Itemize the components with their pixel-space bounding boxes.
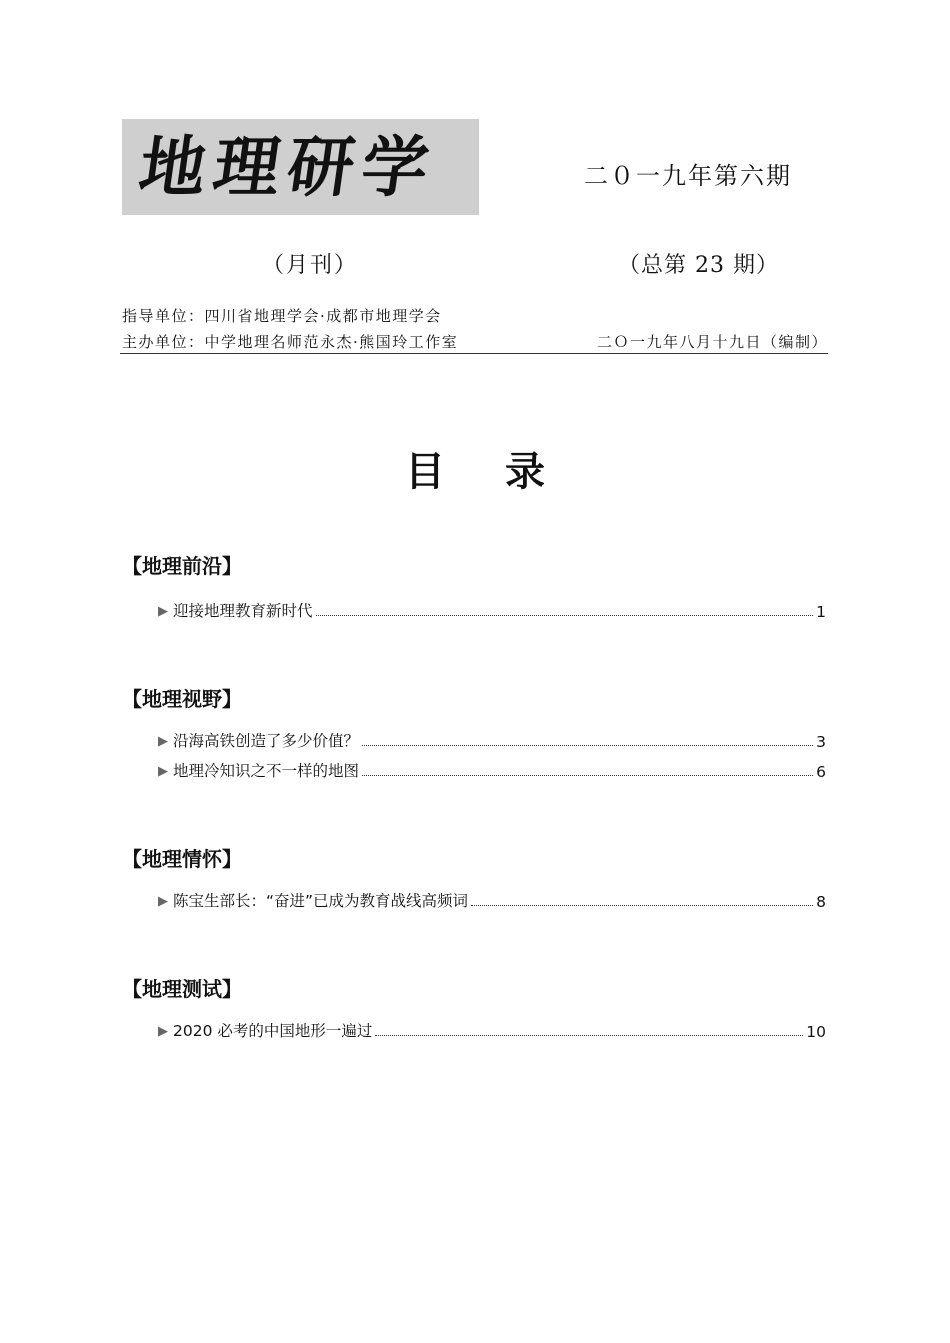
toc-entry-title: 沿海高铁创造了多少价值？ <box>173 732 360 750</box>
toc-entry-title: 2020 必考的中国地形一遍过 <box>173 1022 373 1040</box>
toc-entry[interactable] <box>158 727 826 751</box>
toc-section-heading: 【地理测试】 <box>122 977 242 1001</box>
triangle-bullet-icon: ▶ <box>158 764 168 779</box>
toc-entry[interactable] <box>158 757 826 781</box>
triangle-bullet-icon: ▶ <box>158 604 168 619</box>
triangle-bullet-icon: ▶ <box>158 1024 168 1039</box>
triangle-bullet-icon: ▶ <box>158 894 168 909</box>
toc-entry-page: 1 <box>816 603 826 621</box>
toc-section-heading: 【地理视野】 <box>122 687 242 711</box>
dot-leader <box>316 615 814 616</box>
triangle-bullet-icon: ▶ <box>158 734 168 749</box>
toc-section-heading: 【地理情怀】 <box>122 847 242 871</box>
logo-text: 地理研学 <box>134 128 442 206</box>
toc-section-heading: 【地理前沿】 <box>122 554 242 578</box>
dot-leader <box>375 1035 803 1036</box>
toc-entry-page: 3 <box>816 733 826 751</box>
header-divider <box>120 353 828 354</box>
toc-entry-page: 6 <box>816 763 826 781</box>
toc-entry-title: 陈宝生部长：“奋进”已成为教育战线高频词 <box>173 892 469 910</box>
dot-leader <box>362 745 813 746</box>
frequency-label: （月刊） <box>262 253 359 278</box>
total-issue-label: （总第 23 期） <box>618 253 779 278</box>
toc-entry[interactable] <box>158 1017 826 1041</box>
toc-entry[interactable] <box>158 887 826 911</box>
journal-logo <box>122 119 479 215</box>
toc-title: 目录 <box>405 449 605 495</box>
toc-entry-page: 10 <box>806 1023 826 1041</box>
host-unit: 主办单位：中学地理名师范永杰·熊国玲工作室 <box>122 333 459 351</box>
dot-leader <box>471 905 813 906</box>
toc-entry-page: 8 <box>816 893 826 911</box>
compile-date: 二Ｏ一九年八月十九日（编制） <box>596 333 828 351</box>
toc-entry[interactable] <box>158 597 826 621</box>
toc-entry-title: 地理冷知识之不一样的地图 <box>173 762 360 780</box>
issue-number: 二０一九年第六期 <box>584 162 792 190</box>
guide-unit: 指导单位：四川省地理学会·成都市地理学会 <box>122 307 442 325</box>
dot-leader <box>362 775 813 776</box>
toc-entry-title: 迎接地理教育新时代 <box>173 602 313 620</box>
